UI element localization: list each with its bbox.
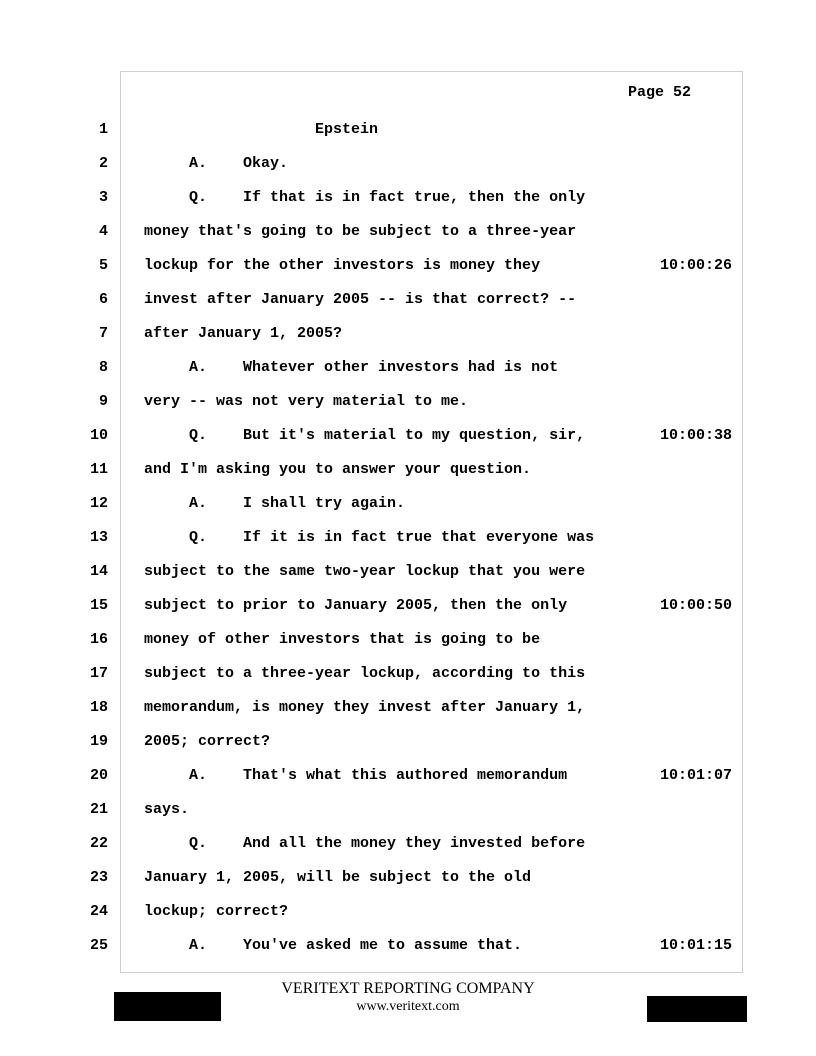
line-number: 2	[98, 155, 108, 172]
transcript-line	[0, 461, 816, 481]
line-text: lockup; correct?	[144, 903, 289, 920]
transcript-line	[0, 665, 816, 685]
transcript-line	[0, 495, 816, 515]
transcript-line	[0, 597, 816, 617]
redaction-block-left	[114, 992, 221, 1021]
line-number: 11	[89, 461, 108, 478]
line-number: 8	[98, 359, 108, 376]
line-number: 25	[89, 937, 108, 954]
line-text: January 1, 2005, will be subject to the old	[144, 869, 532, 886]
line-timestamp: 10:01:07	[660, 767, 733, 784]
footer-company-name: VERITEXT REPORTING COMPANY	[281, 980, 535, 997]
line-text: Q. If it is in fact true that everyone was	[144, 529, 595, 546]
transcript-line	[0, 801, 816, 821]
line-timestamp: 10:00:26	[660, 257, 733, 274]
line-text: subject to the same two-year lockup that you were	[144, 563, 586, 580]
line-number: 9	[98, 393, 108, 410]
line-text: Q. But it's material to my question, sir,	[144, 427, 586, 444]
line-text: lockup for the other investors is money they	[144, 257, 541, 274]
line-number: 24	[89, 903, 108, 920]
line-text: A. I shall try again.	[144, 495, 406, 512]
line-text: A. You've asked me to assume that.	[144, 937, 523, 954]
page-number: Page 52	[628, 84, 692, 101]
line-number: 17	[89, 665, 108, 682]
line-text: Q. And all the money they invested before	[144, 835, 586, 852]
transcript-line	[0, 427, 816, 447]
line-text: subject to a three-year lockup, according to this	[144, 665, 586, 682]
transcript-line	[0, 903, 816, 923]
transcript-line	[0, 359, 816, 379]
line-number: 20	[89, 767, 108, 784]
line-text: 2005; correct?	[144, 733, 271, 750]
line-text: after January 1, 2005?	[144, 325, 343, 342]
transcript-line	[0, 869, 816, 889]
line-number: 14	[89, 563, 108, 580]
line-number: 4	[98, 223, 108, 240]
line-text: subject to prior to January 2005, then the only	[144, 597, 568, 614]
footer-website: www.veritext.com	[356, 999, 460, 1014]
line-text: memorandum, is money they invest after January 1,	[144, 699, 586, 716]
line-number: 10	[89, 427, 108, 444]
transcript-line	[0, 223, 816, 243]
line-number: 1	[98, 121, 108, 138]
transcript-line	[0, 291, 816, 311]
line-number: 23	[89, 869, 108, 886]
line-number: 3	[98, 189, 108, 206]
line-text: invest after January 2005 -- is that correct? --	[144, 291, 577, 308]
line-number: 22	[89, 835, 108, 852]
line-text: Epstein	[144, 121, 379, 138]
line-text: very -- was not very material to me.	[144, 393, 469, 410]
line-timestamp: 10:01:15	[660, 937, 733, 954]
transcript-line	[0, 767, 816, 787]
line-number: 16	[89, 631, 108, 648]
line-number: 13	[89, 529, 108, 546]
line-number: 6	[98, 291, 108, 308]
line-text: and I'm asking you to answer your question.	[144, 461, 532, 478]
line-text: Q. If that is in fact true, then the only	[144, 189, 586, 206]
transcript-line	[0, 937, 816, 957]
transcript-line	[0, 189, 816, 209]
line-number: 15	[89, 597, 108, 614]
line-text: A. Whatever other investors had is not	[144, 359, 559, 376]
line-number: 7	[98, 325, 108, 342]
transcript-line	[0, 257, 816, 277]
transcript-line	[0, 733, 816, 753]
transcript-line	[0, 563, 816, 583]
transcript-line	[0, 699, 816, 719]
transcript-line	[0, 835, 816, 855]
line-number: 21	[89, 801, 108, 818]
line-timestamp: 10:00:50	[660, 597, 733, 614]
redaction-block-right	[647, 996, 747, 1022]
transcript-line	[0, 155, 816, 175]
line-number: 5	[98, 257, 108, 274]
line-text: A. Okay.	[144, 155, 289, 172]
transcript-line	[0, 325, 816, 345]
transcript-line	[0, 631, 816, 651]
line-number: 12	[89, 495, 108, 512]
transcript-line	[0, 393, 816, 413]
line-number: 18	[89, 699, 108, 716]
line-text: money of other investors that is going to be	[144, 631, 541, 648]
line-text: says.	[144, 801, 190, 818]
line-number: 19	[89, 733, 108, 750]
transcript-line	[0, 529, 816, 549]
line-text: money that's going to be subject to a three-year	[144, 223, 577, 240]
line-text: A. That's what this authored memorandum	[144, 767, 568, 784]
line-timestamp: 10:00:38	[660, 427, 733, 444]
transcript-line	[0, 121, 816, 141]
